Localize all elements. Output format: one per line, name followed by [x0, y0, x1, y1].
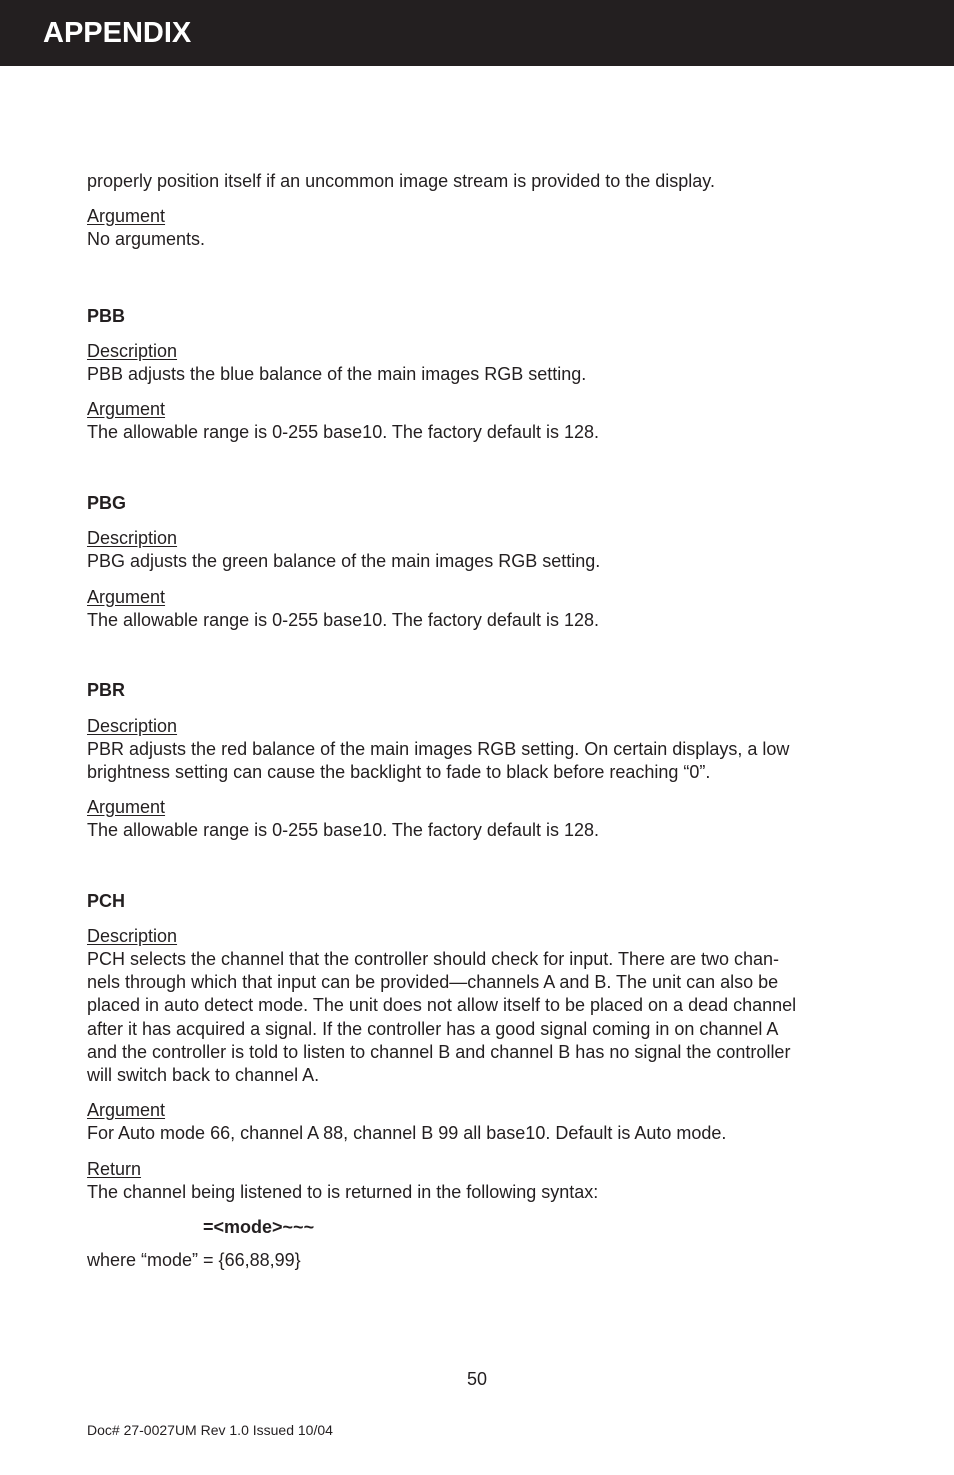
- page-header: [0, 0, 954, 66]
- pbb-description-label: Description: [87, 341, 178, 361]
- pbr-description-line: PBR adjusts the red balance of the main images RGB setting. On certain displays, a low: [87, 739, 790, 759]
- pch-return-syntax: =<mode>~~~: [203, 1217, 315, 1237]
- pch-return-text: The channel being listened to is returned in the following syntax:: [87, 1182, 599, 1202]
- intro-argument-label: Argument: [87, 206, 166, 226]
- pch-argument-text: For Auto mode 66, channel A 88, channel B 99 all base10. Default is Auto mode.: [87, 1123, 727, 1143]
- pbr-description-label: Description: [87, 716, 178, 736]
- pch-return-label: Return: [87, 1159, 142, 1179]
- pbr-description-line: brightness setting can cause the backlight to fade to black before reaching “0”.: [87, 762, 711, 782]
- pbb-argument-text: The allowable range is 0-255 base10. The factory default is 128.: [87, 422, 599, 442]
- pch-description-line: after it has acquired a signal. If the controller has a good signal coming in on channel A: [87, 1019, 779, 1039]
- pch-heading: PCH: [87, 891, 126, 911]
- pch-description-line: and the controller is told to listen to channel B and channel B has no signal the controller: [87, 1042, 791, 1062]
- pbr-argument-text: The allowable range is 0-255 base10. The factory default is 128.: [87, 820, 599, 840]
- intro-continuation-text: properly position itself if an uncommon image stream is provided to the display.: [87, 171, 715, 191]
- pbg-argument-text: The allowable range is 0-255 base10. The factory default is 128.: [87, 610, 599, 630]
- pbg-description-text: PBG adjusts the green balance of the main images RGB setting.: [87, 551, 601, 571]
- document-id: Doc# 27-0027UM Rev 1.0 Issued 10/04: [87, 1422, 333, 1438]
- pbg-heading: PBG: [87, 493, 127, 513]
- pch-mode-values: where “mode” = {66,88,99}: [87, 1250, 301, 1270]
- pbr-argument-label: Argument: [87, 797, 166, 817]
- section-title: APPENDIX: [43, 17, 192, 49]
- pbg-description-label: Description: [87, 528, 178, 548]
- pch-description-label: Description: [87, 926, 178, 946]
- pbb-heading: PBB: [87, 306, 126, 326]
- pch-description-line: placed in auto detect mode. The unit does not allow itself to be placed on a dead channel: [87, 995, 797, 1015]
- pbb-description-text: PBB adjusts the blue balance of the main images RGB setting.: [87, 364, 587, 384]
- page-number: 50: [466, 1369, 488, 1389]
- pbg-argument-label: Argument: [87, 587, 166, 607]
- pch-description-line: PCH selects the channel that the controller should check for input. There are two chan-: [87, 949, 780, 969]
- pch-argument-label: Argument: [87, 1100, 166, 1120]
- pbr-heading: PBR: [87, 680, 126, 700]
- pbb-argument-label: Argument: [87, 399, 166, 419]
- pch-description-line: nels through which that input can be provided—channels A and B. The unit can also be: [87, 972, 779, 992]
- intro-argument-text: No arguments.: [87, 229, 206, 249]
- pch-description-line: will switch back to channel A.: [87, 1065, 320, 1085]
